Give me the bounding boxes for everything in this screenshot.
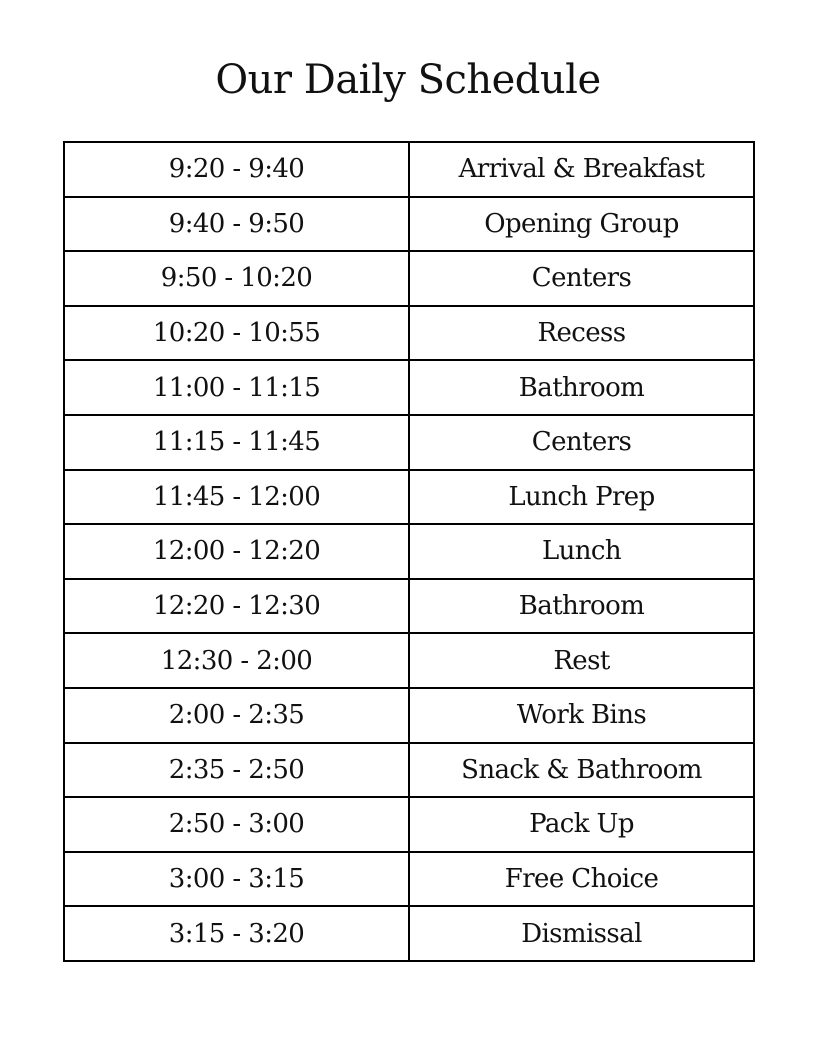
time-cell: 2:50 - 3:00 — [64, 797, 409, 852]
table-row — [64, 852, 754, 907]
time-cell: 2:00 - 2:35 — [64, 688, 409, 743]
activity-cell: Bathroom — [409, 360, 754, 415]
table-row — [64, 906, 754, 961]
table-row — [64, 743, 754, 798]
time-cell: 11:00 - 11:15 — [64, 360, 409, 415]
time-cell: 12:30 - 2:00 — [64, 633, 409, 688]
table-row — [64, 688, 754, 743]
time-cell: 9:20 - 9:40 — [64, 142, 409, 197]
schedule-body — [64, 142, 754, 961]
activity-cell: Work Bins — [409, 688, 754, 743]
table-row — [64, 797, 754, 852]
time-cell: 11:15 - 11:45 — [64, 415, 409, 470]
table-row — [64, 633, 754, 688]
activity-cell: Recess — [409, 306, 754, 361]
time-cell: 9:50 - 10:20 — [64, 251, 409, 306]
time-cell: 11:45 - 12:00 — [64, 470, 409, 525]
time-cell: 3:15 - 3:20 — [64, 906, 409, 961]
activity-cell: Dismissal — [409, 906, 754, 961]
activity-cell: Opening Group — [409, 197, 754, 252]
activity-cell: Centers — [409, 415, 754, 470]
table-row — [64, 251, 754, 306]
time-cell: 10:20 - 10:55 — [64, 306, 409, 361]
activity-cell: Pack Up — [409, 797, 754, 852]
time-cell: 3:00 - 3:15 — [64, 852, 409, 907]
table-row — [64, 197, 754, 252]
page-title: Our Daily Schedule — [215, 57, 601, 103]
activity-cell: Snack & Bathroom — [409, 743, 754, 798]
schedule-table — [63, 141, 755, 962]
activity-cell: Bathroom — [409, 579, 754, 634]
activity-cell: Centers — [409, 251, 754, 306]
time-cell: 9:40 - 9:50 — [64, 197, 409, 252]
activity-cell: Rest — [409, 633, 754, 688]
time-cell: 12:20 - 12:30 — [64, 579, 409, 634]
activity-cell: Lunch — [409, 524, 754, 579]
activity-cell: Free Choice — [409, 852, 754, 907]
activity-cell: Lunch Prep — [409, 470, 754, 525]
table-row — [64, 142, 754, 197]
activity-cell: Arrival & Breakfast — [409, 142, 754, 197]
time-cell: 2:35 - 2:50 — [64, 743, 409, 798]
table-row — [64, 579, 754, 634]
table-row — [64, 470, 754, 525]
table-row — [64, 524, 754, 579]
time-cell: 12:00 - 12:20 — [64, 524, 409, 579]
table-row — [64, 306, 754, 361]
table-row — [64, 360, 754, 415]
table-row — [64, 415, 754, 470]
